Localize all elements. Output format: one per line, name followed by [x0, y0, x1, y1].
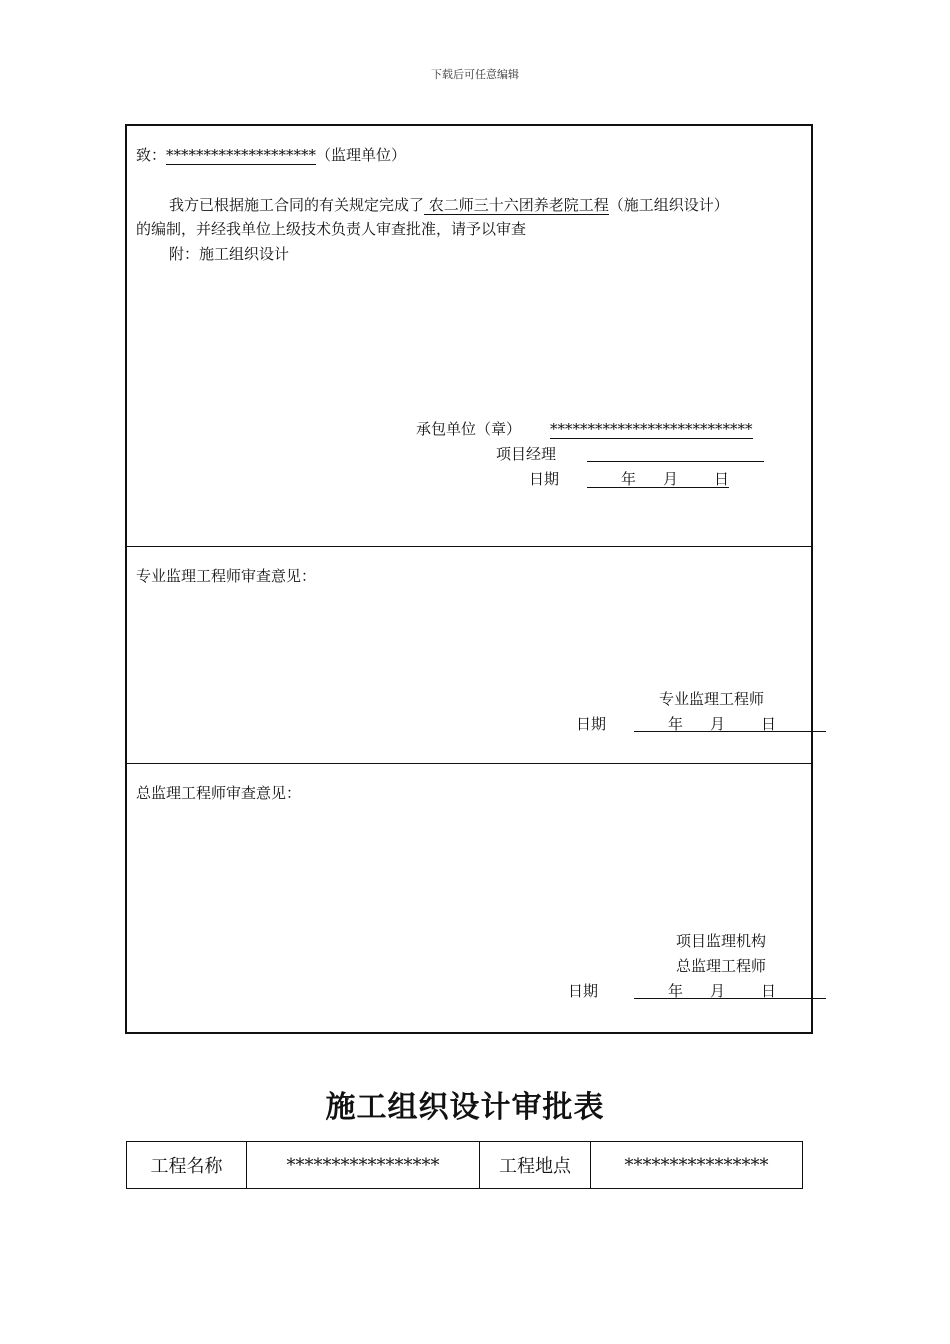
- letter-year: 年: [621, 470, 637, 488]
- body-text-part2: （施工组织设计）: [608, 196, 729, 214]
- body-line-1: [169, 196, 729, 214]
- header-note: 下载后可任意编辑: [431, 68, 519, 81]
- specialist-date-line: [634, 731, 826, 732]
- manager-signature-line: [587, 461, 764, 462]
- approval-title: 施工组织设计审批表: [325, 1090, 605, 1125]
- project-location-label: 工程地点: [480, 1142, 591, 1189]
- manager-label: 项目经理: [496, 445, 557, 463]
- letter-date-label: 日期: [529, 470, 560, 488]
- project-name: 农二师三十六团养老院工程: [424, 196, 609, 214]
- table-row: [127, 1142, 803, 1189]
- contractor-value: ***************************: [550, 420, 753, 438]
- project-name-value: *****************: [247, 1142, 480, 1189]
- addressee-suffix: （监理单位）: [316, 146, 407, 164]
- body-line-2: 的编制，并经我单位上级技术负责人审查批准，请予以审查: [136, 220, 527, 238]
- letter-day: 日: [714, 470, 730, 488]
- specialist-date-label: 日期: [576, 715, 607, 733]
- chief-date-label: 日期: [568, 982, 599, 1000]
- addressee-line: [136, 146, 406, 164]
- project-name-label: 工程名称: [127, 1142, 247, 1189]
- addressee-name: ********************: [166, 146, 317, 164]
- section-divider-2: [127, 763, 811, 764]
- letter-month: 月: [663, 470, 679, 488]
- chief-day: 日: [761, 982, 777, 1000]
- section-divider-1: [127, 546, 811, 547]
- specialist-month: 月: [710, 715, 726, 733]
- specialist-signer: 专业监理工程师: [659, 690, 765, 708]
- project-location-value: ****************: [591, 1142, 803, 1189]
- attachment-line: 附：施工组织设计: [169, 245, 290, 263]
- body-text-part1: 我方已根据施工合同的有关规定完成了: [169, 196, 425, 214]
- specialist-year: 年: [668, 715, 684, 733]
- chief-month: 月: [710, 982, 726, 1000]
- letter-date-line: [587, 487, 729, 488]
- chief-signer: 总监理工程师: [676, 957, 767, 975]
- chief-heading: 总监理工程师审查意见：: [136, 784, 302, 802]
- project-info-table: [126, 1141, 803, 1189]
- chief-date-line: [634, 998, 826, 999]
- supervision-org: 项目监理机构: [676, 932, 767, 950]
- specialist-heading: 专业监理工程师审查意见：: [136, 567, 317, 585]
- contractor-label: 承包单位（章）: [416, 420, 522, 438]
- chief-year: 年: [668, 982, 684, 1000]
- specialist-day: 日: [761, 715, 777, 733]
- addressee-prefix: 致：: [136, 146, 167, 164]
